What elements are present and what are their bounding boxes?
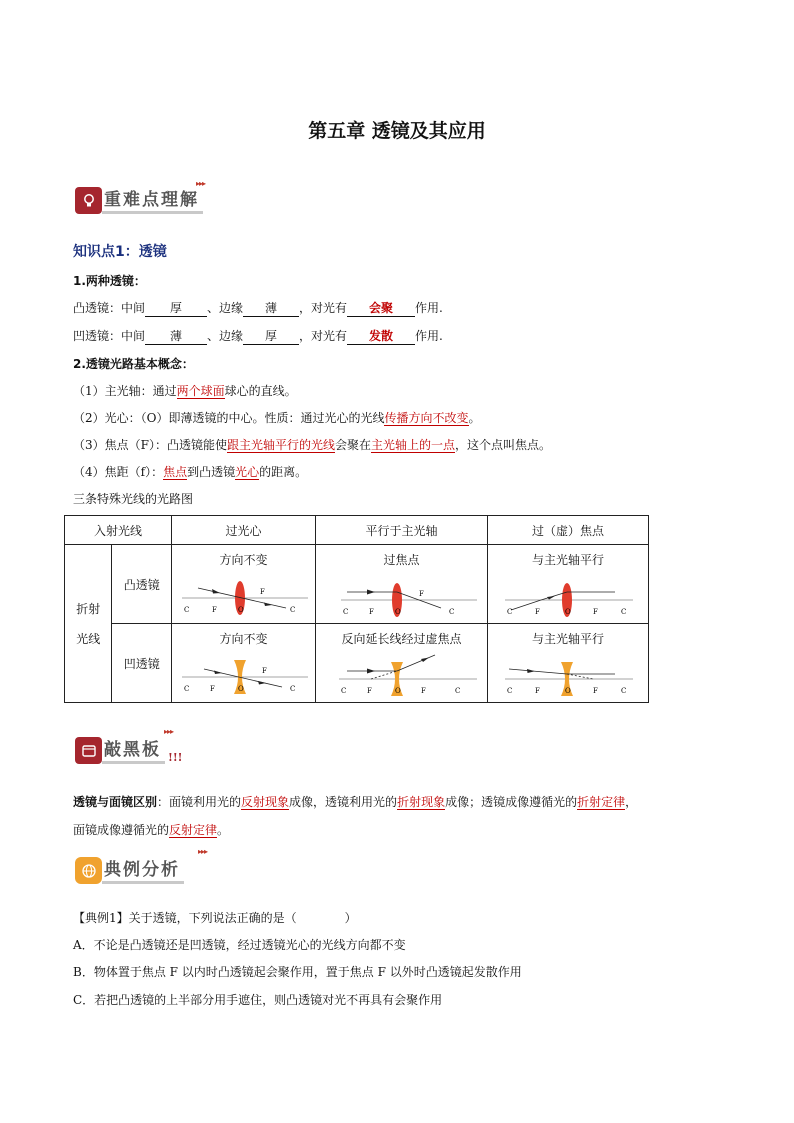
concept-optical-center: （2）光心：（O）即薄透镜的中心。性质：通过光心的光线传播方向不改变。 <box>73 411 481 425</box>
svg-text:C: C <box>183 606 189 614</box>
convex-center-cell: 方向不变 C F O F C <box>172 545 316 624</box>
convex-parallel-diagram <box>317 568 487 620</box>
svg-text:F: F <box>368 608 374 616</box>
svg-text:O: O <box>565 687 571 695</box>
concept-focal-point: （3）焦点（F）：凸透镜能使跟主光轴平行的光线会聚在主光轴上的一点，这个点叫焦点。 <box>73 438 552 452</box>
knowledge-point-heading: 知识点1：透镜 <box>73 244 167 260</box>
svg-text:O: O <box>394 687 401 695</box>
example-question: 【典例1】关于透镜，下列说法正确的是（ ） <box>73 911 357 925</box>
svg-text:C: C <box>289 685 295 693</box>
header-focus: 过（虚）焦点 <box>488 516 649 545</box>
header-optical-center: 过光心 <box>172 516 316 545</box>
concept-principal-axis: （1）主光轴：通过两个球面球心的直线。 <box>73 384 297 398</box>
svg-text:O: O <box>237 606 244 614</box>
convex-center-diagram <box>174 568 314 620</box>
board-icon <box>75 737 102 764</box>
option-b: B．物体置于焦点 F 以内时凸透镜起会聚作用，置于焦点 F 以外时凸透镜起发散作用 <box>73 965 522 979</box>
refracted-label: 折射 光线 <box>65 545 112 703</box>
section-title: 敲黑板 <box>102 735 165 764</box>
convex-focus-cell: 与主光轴平行 C F O F C <box>488 545 649 624</box>
svg-text:F: F <box>366 687 372 695</box>
svg-text:C: C <box>621 687 627 695</box>
blank-concave-effect: 发散 <box>347 329 415 345</box>
svg-text:O: O <box>237 685 244 693</box>
svg-text:F: F <box>593 687 598 695</box>
svg-text:C: C <box>340 687 346 695</box>
concept-focal-length: （4）焦距（f）：焦点到凸透镜光心的距离。 <box>73 465 308 479</box>
convex-row-label: 凸透镜 <box>112 545 172 624</box>
globe-icon <box>75 857 102 884</box>
convex-line: 凸透镜：中间 厚 、边缘 薄 ，对光有 会聚 作用. <box>73 301 443 315</box>
header-incident: 入射光线 <box>65 516 172 545</box>
svg-text:F: F <box>261 667 267 675</box>
option-c: C．若把凸透镜的上半部分用手遮住，则凸透镜对光不再具有会聚作用 <box>73 993 443 1007</box>
table-caption: 三条特殊光线的光路图 <box>73 492 194 506</box>
svg-text:C: C <box>621 608 627 616</box>
svg-text:F: F <box>209 685 215 693</box>
svg-text:C: C <box>183 685 189 693</box>
blank-convex-effect: 会聚 <box>347 301 415 317</box>
concave-row-label: 凹透镜 <box>112 624 172 703</box>
svg-text:F: F <box>211 606 217 614</box>
concave-center-diagram <box>174 647 314 699</box>
section-title: 重难点理解 <box>102 185 203 214</box>
concepts-heading: 2.透镜光路基本概念： <box>73 357 194 371</box>
svg-text:F: F <box>259 588 265 596</box>
section-title: 典例分析 <box>102 855 184 884</box>
blank-convex-middle: 厚 <box>145 301 207 317</box>
header-parallel: 平行于主光轴 <box>316 516 488 545</box>
special-rays-table <box>64 515 649 703</box>
concave-center-cell: 方向不变 C F O F C <box>172 624 316 703</box>
section-header-blackboard: 敲黑板 !!! <box>75 735 183 764</box>
lightbulb-icon <box>75 187 102 214</box>
option-a: A．不论是凸透镜还是凹透镜，经过透镜光心的光线方向都不变 <box>73 938 406 952</box>
concave-focus-cell: 与主光轴平行 C F O F C <box>488 624 649 703</box>
svg-text:F: F <box>535 687 540 695</box>
svg-text:C: C <box>507 608 513 616</box>
convex-focus-diagram <box>489 568 647 620</box>
blank-concave-edge: 厚 <box>243 329 299 345</box>
svg-text:C: C <box>454 687 460 695</box>
concave-parallel-diagram <box>317 647 487 699</box>
svg-text:O: O <box>565 608 571 616</box>
svg-text:F: F <box>593 608 598 616</box>
arrows-icon: ▸▸▸ <box>198 847 208 856</box>
svg-text:C: C <box>289 606 295 614</box>
svg-text:F: F <box>418 590 424 598</box>
svg-text:C: C <box>448 608 454 616</box>
section-header-key-points <box>75 185 203 214</box>
blank-convex-edge: 薄 <box>243 301 299 317</box>
convex-parallel-cell: 过焦点 C F O F C <box>316 545 488 624</box>
svg-text:F: F <box>420 687 426 695</box>
section-header-examples <box>75 855 184 884</box>
concave-line: 凹透镜：中间 薄 、边缘 厚 ，对光有 发散 作用. <box>73 329 443 343</box>
concave-parallel-cell: 反向延长线经过虚焦点 C F O F C <box>316 624 488 703</box>
svg-text:O: O <box>394 608 401 616</box>
svg-text:C: C <box>342 608 348 616</box>
arrows-icon: ▸▸▸ <box>196 179 206 188</box>
two-lenses-heading: 1.两种透镜： <box>73 274 146 288</box>
svg-text:F: F <box>535 608 540 616</box>
svg-text:C: C <box>507 687 513 695</box>
lens-mirror-note: 透镜与面镜区别：面镜利用光的反射现象成像，透镜利用光的折射现象成像；透镜成像遵循光的折射定律， 面镜成像遵循光的反射定律。 <box>73 795 638 837</box>
concave-focus-diagram <box>489 647 647 699</box>
arrows-icon: ▸▸▸ <box>164 727 174 736</box>
blank-concave-middle: 薄 <box>145 329 207 345</box>
page-title: 第五章 透镜及其应用 <box>308 120 486 142</box>
